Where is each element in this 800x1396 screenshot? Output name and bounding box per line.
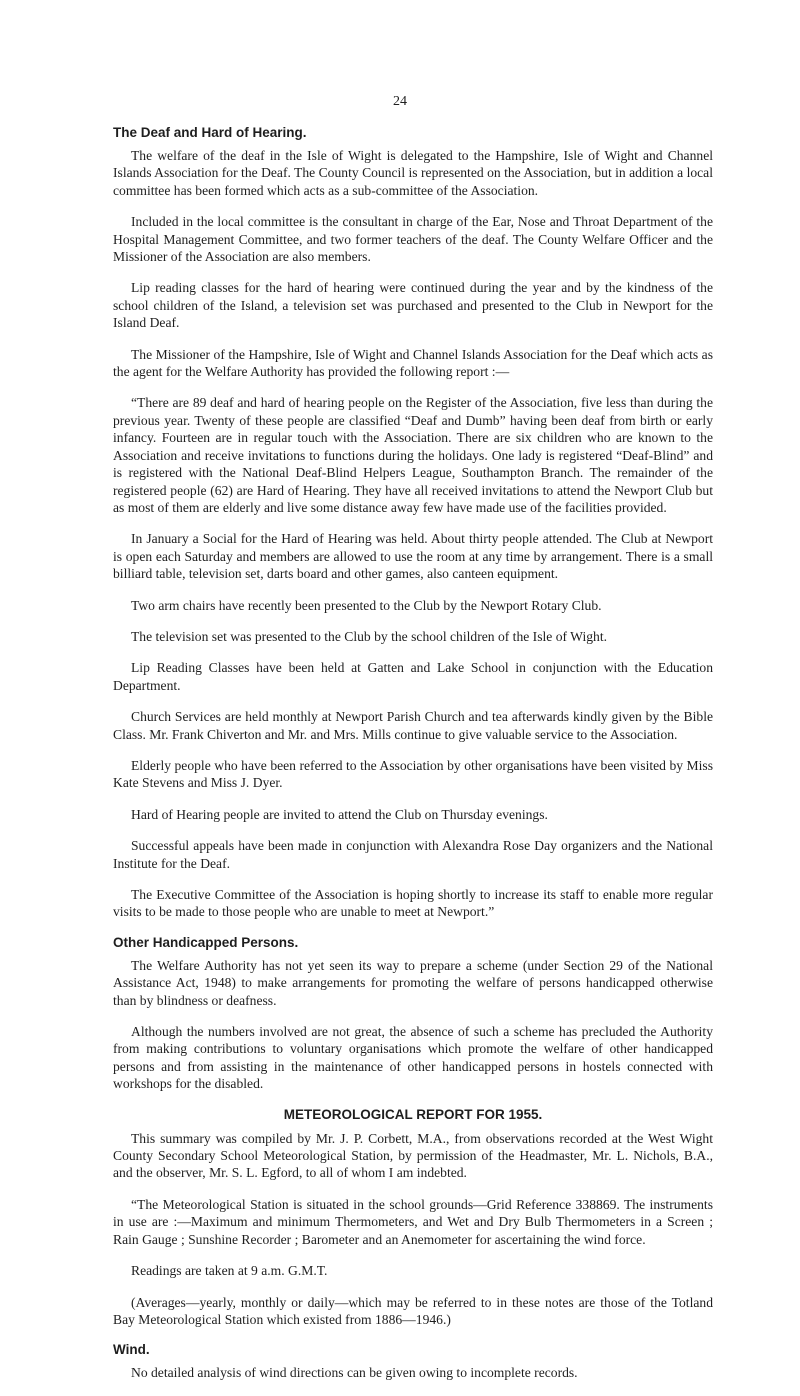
paragraph: This summary was compiled by Mr. J. P. Corbett, M.A., from observations recorded at the West Wight County Secondary School Meteorological Station, by permission of the Headmaster, Mr. L. Nichols, B.A., and the observer, Mr. S. L. Egford, to all of whom I am indebted. — [113, 1130, 713, 1181]
quoted-report-paragraph: Hard of Hearing people are invited to attend the Club on Thursday evenings. — [131, 806, 548, 822]
quoted-report-paragraph: The Executive Committee of the Association is hoping shortly to increase its staff to enable more regular visits to be made to those people who are unable to meet at Newport.” — [113, 887, 713, 920]
paragraph: The Missioner of the Hampshire, Isle of Wight and Channel Islands Association for the Deaf which acts as the agent for the Welfare Authority has provided the following report :— — [113, 346, 713, 380]
quoted-report-paragraph: In January a Social for the Hard of Hearing was held. About thirty people attended. The Club at Newport is open each Saturday and members are allowed to use the room at any time by arrangement. There is a small billiard table, television set, darts board and other games, also canteen equipment. — [113, 531, 713, 582]
paragraph: The welfare of the deaf in the Isle of Wight is delegated to the Hampshire, Isle of Wight and Channel Islands Association for the Deaf. The County Council is represented on the Association, but in addition a local committee has been formed which acts as a sub-committee of the Association. — [113, 148, 713, 198]
heading-deaf-hard-of-hearing: The Deaf and Hard of Hearing. — [113, 125, 307, 140]
quoted-report-paragraph: Successful appeals have been made in conjunction with Alexandra Rose Day organizers and the National Institute for the Deaf. — [113, 838, 713, 871]
paragraph: The Welfare Authority has not yet seen its way to prepare a scheme (under Section 29 of the National Assistance Act, 1948) to make arrangements for promoting the welfare of persons handicapped otherwise than by blindness or deafness. — [113, 957, 713, 1008]
page-content — [113, 125, 713, 1396]
page-number: 24 — [393, 94, 407, 109]
heading-meteorological-report: METEOROLOGICAL REPORT FOR 1955. — [283, 1106, 543, 1122]
paragraph: “The Meteorological Station is situated in the school grounds—Grid Reference 338869. The instruments in use are :—Maximum and minimum Thermometers, and Wet and Dry Bulb Thermometers in a Screen ; Rain Gauge ; Sunshine Recorder ; Barometer and an Anemometer for ascertaining the wind force. — [113, 1196, 713, 1247]
quoted-report-paragraph: “There are 89 deaf and hard of hearing people on the Register of the Association, five less than during the previous year. Twenty of these people are classified “Deaf and Dumb” having been deaf from birth or early infancy. Fourteen are in regular touch with the Association. There are six children who are known to the Association and receive invitations to functions during the holidays. One lady is registered “Deaf-Blind” and is registered with the National Deaf-Blind Helpers League, Southampton Branch. The remainder of the registered people (62) are Hard of Hearing. They have all received invitations to attend the Newport Club but as most of them are elderly and live some distance away few have made use of the facilities provided. — [113, 395, 713, 515]
paragraph: Readings are taken at 9 a.m. G.M.T. — [131, 1263, 328, 1279]
paragraph: No detailed analysis of wind directions can be given owing to incomplete records. — [131, 1365, 578, 1381]
quoted-report-paragraph: Church Services are held monthly at Newport Parish Church and tea afterwards kindly given by the Bible Class. Mr. Frank Chiverton and Mr. and Mrs. Mills continue to give valuable service to the Association. — [113, 709, 713, 742]
heading-wind: Wind. — [113, 1342, 150, 1358]
quoted-report-paragraph: Two arm chairs have recently been presented to the Club by the Newport Rotary Club. — [131, 597, 602, 613]
quoted-report-paragraph: The television set was presented to the Club by the school children of the Isle of Wight. — [131, 628, 608, 644]
paragraph: (Averages—yearly, monthly or daily—which may be referred to in these notes are those of the Totland Bay Meteorological Station which existed from 1886—1946.) — [113, 1294, 713, 1327]
paragraph: Lip reading classes for the hard of hearing were continued during the year and by the kindness of the school children of the Island, a television set was purchased and presented to the Club in Newport for the Island Deaf. — [113, 280, 713, 331]
quoted-report-paragraph: Lip Reading Classes have been held at Gatten and Lake School in conjunction with the Education Department. — [113, 660, 713, 693]
paragraph: Although the numbers involved are not great, the absence of such a scheme has precluded the Authority from making contributions to voluntary organisations which promote the welfare of other handicapped persons and from assisting in the maintenance of other handicapped persons in hostels connected with workshops for the disabled. — [113, 1024, 713, 1092]
quoted-report-paragraph: Elderly people who have been referred to the Association by other organisations have been visited by Miss Kate Stevens and Miss J. Dyer. — [113, 757, 713, 791]
heading-other-handicapped-persons: Other Handicapped Persons. — [113, 934, 299, 950]
paragraph: Included in the local committee is the consultant in charge of the Ear, Nose and Throat Department of the Hospital Management Committee, and two former teachers of the deaf. The County Welfare Officer and the Missioner of the Association are also members. — [113, 214, 713, 265]
